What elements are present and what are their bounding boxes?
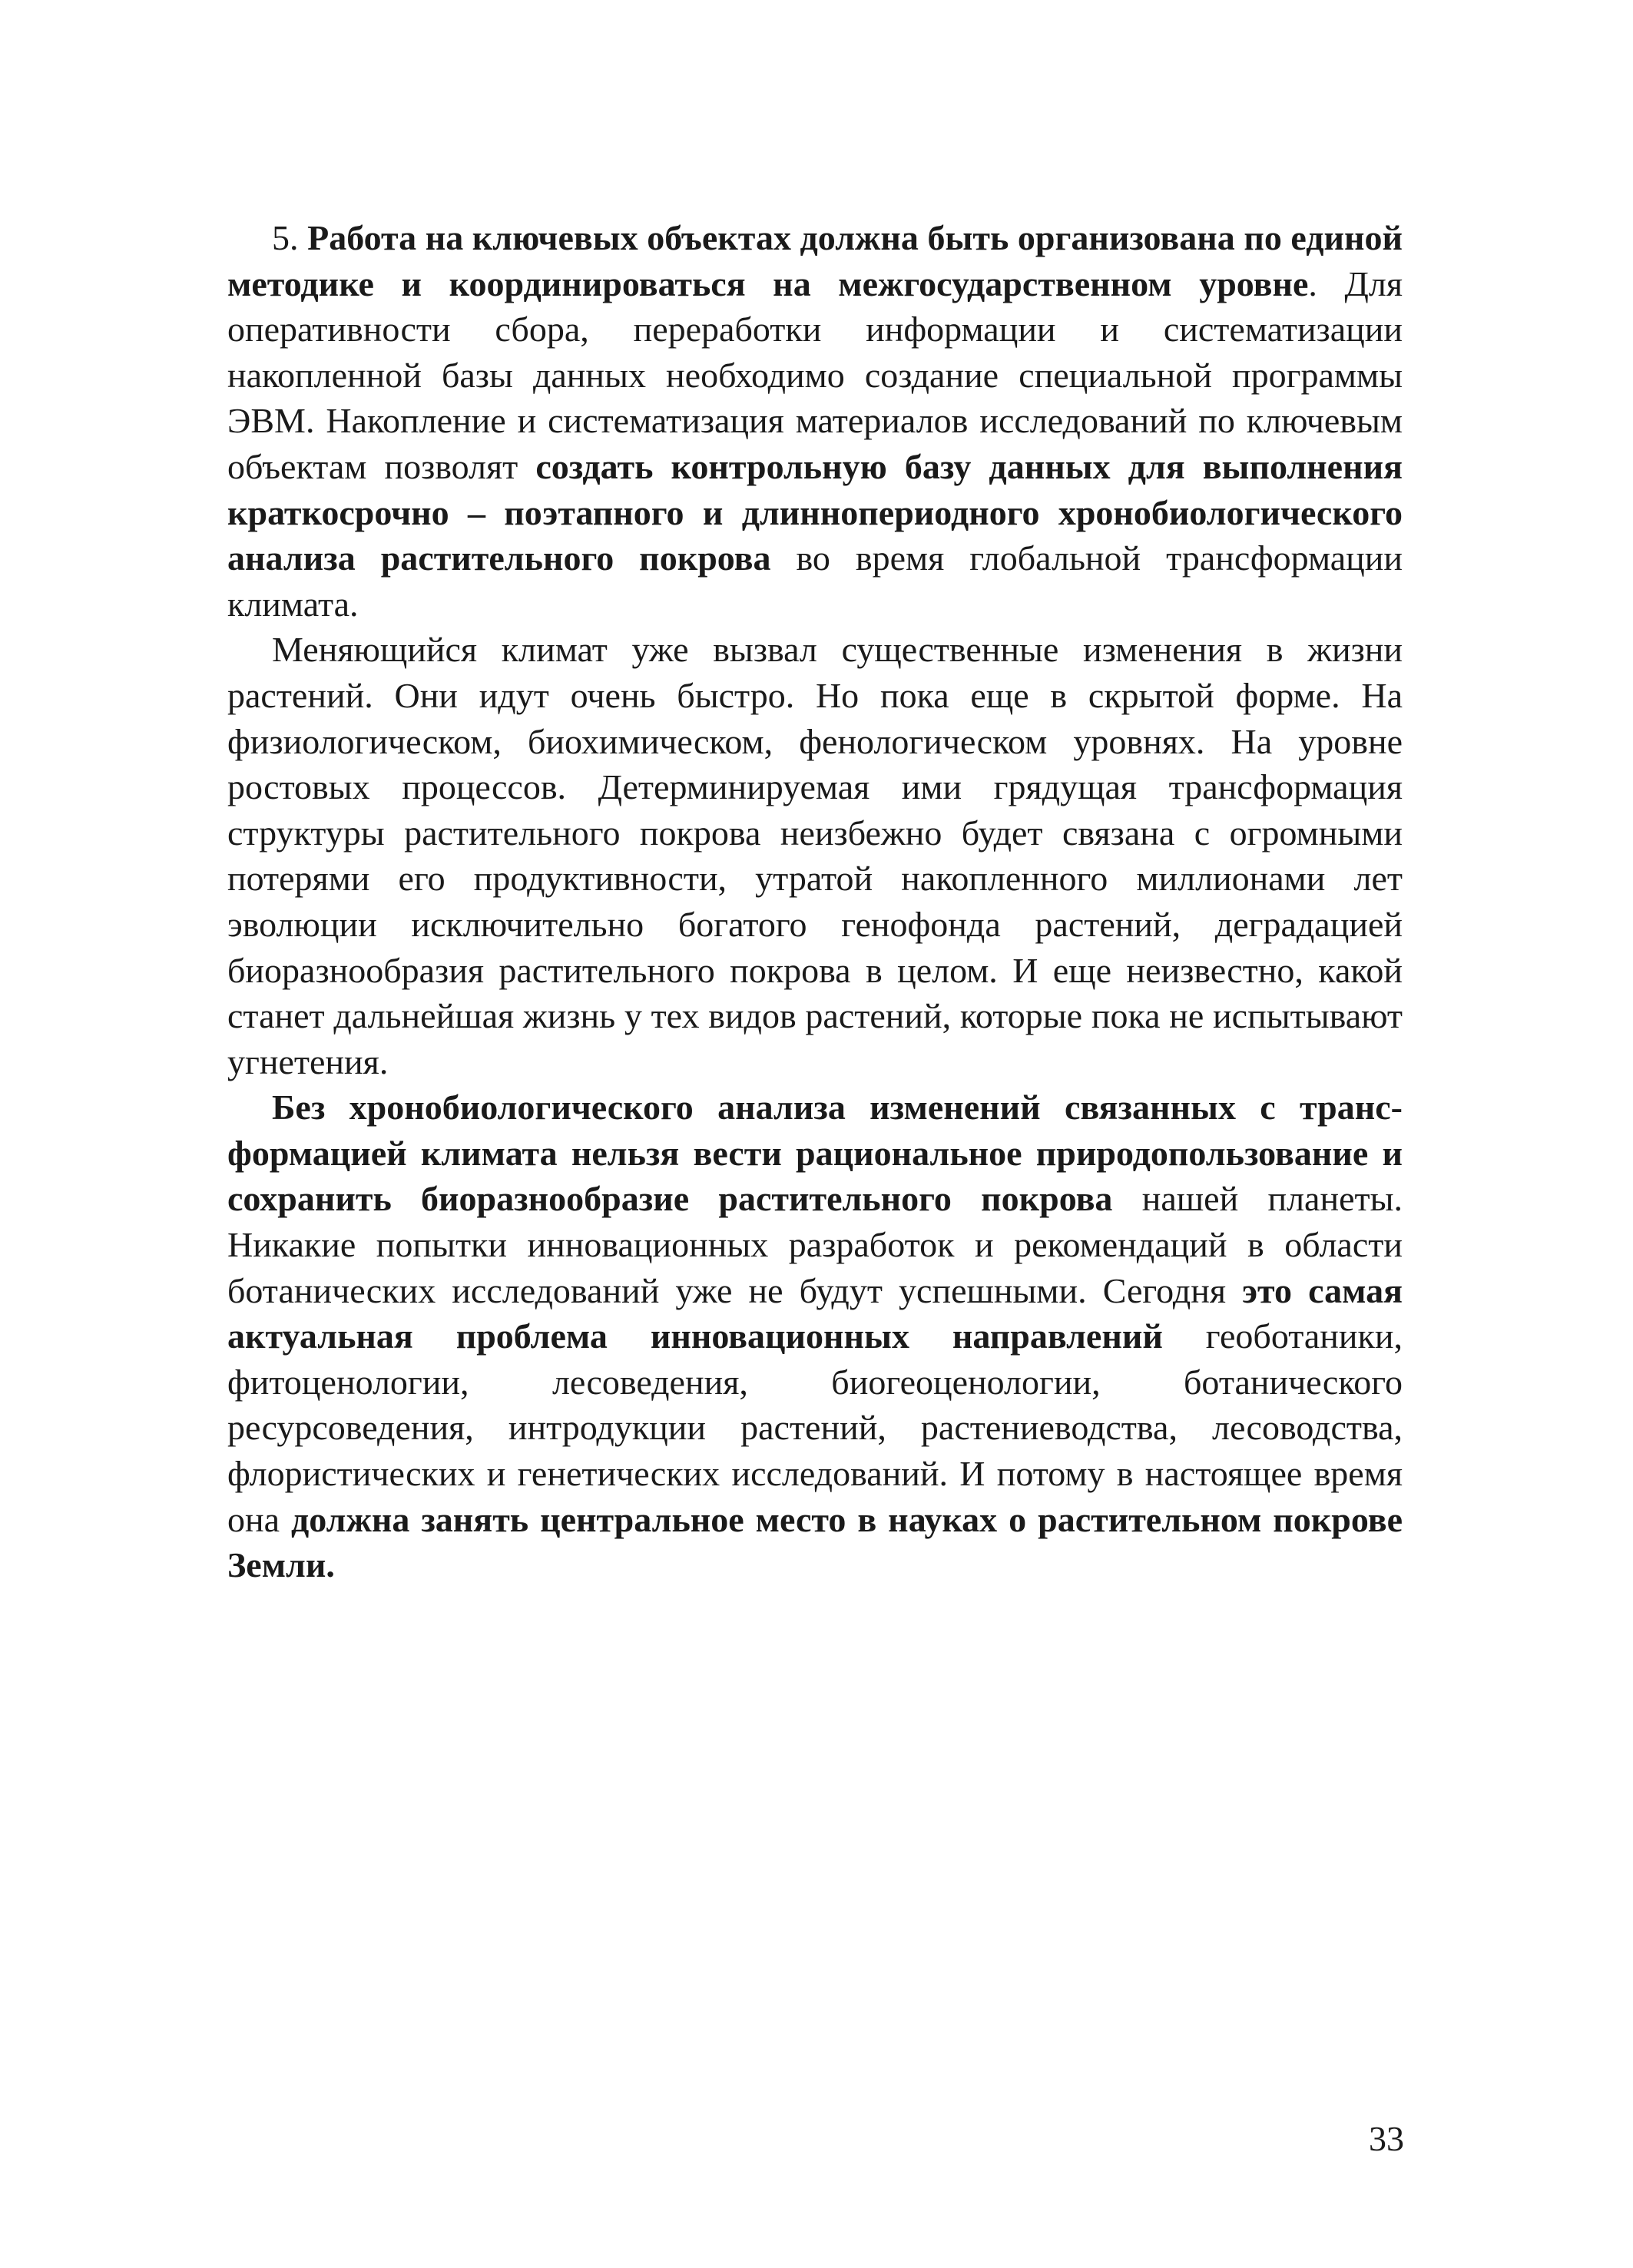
p1-seg-3-bold: создать контрольную базу данных для выполнения краткосрочно – поэтапного и длиннопериодного хронобиологического анализа растительного покрова — [227, 446, 1403, 578]
p1-seg-4: во время глобальной трансформации климата. — [227, 538, 1403, 624]
p2-seg-0: Меняющийся климат уже вызвал существенные изменения в жизни растений. Они идут очень быстро. Но пока еще в скрытой форме. На физиологическом, биохимическом, фенологическом уровнях. На уровне ростовых процессов. Детерминируемая ими грядущая трансформация структуры растительного покрова неизбежно будет связана с огромными потерями его продуктивности, утратой накопленного миллионами лет эволюции исключительно богатого генофонда растений, деградацией биоразнообразия растительного покрова в целом. И еще неизвестно, какой станет дальнейшая жизнь у тех видов растений, которые пока не испытывают угнетения. — [227, 630, 1403, 1081]
p1-seg-1-bold: Работа на ключевых объектах должна быть организована по единой методике и координироваться на межгосударственном уровне — [227, 218, 1403, 303]
body-text — [227, 215, 1403, 1588]
p1-seg-0: 5. — [272, 218, 308, 257]
p3-seg-3: геоботаники, фитоценологии, лесоведения, биогеоценологии, ботанического ресурсоведения, интродукции растений, растениеводства, лесоводства, флористических и генетических исследований. И потому в настоящее время она — [227, 1316, 1403, 1539]
paragraph-2 — [227, 627, 1403, 1084]
page-number: 33 — [1369, 2119, 1404, 2158]
p3-seg-2-bold: это самая актуальная проблема инновационных направлений — [227, 1270, 1403, 1356]
p1-seg-2: . Для оперативности сбора, переработки информации и систематизации накопленной базы данных необходимо создание специальной программы ЭВМ. Накопление и систематизация материалов исследований по ключевым объектам позволят — [227, 263, 1403, 486]
p3-seg-0-bold: Без хронобиологического анализа изменений связанных с трансформацией климата нельзя вести рациональное природопользование и сохранить биоразнообразие растительного покрова — [227, 1088, 1403, 1219]
paragraph-1 — [227, 215, 1403, 627]
paragraph-3 — [227, 1084, 1403, 1588]
p3-seg-4-bold: должна занять центральное место в науках о растительном покрове Земли. — [227, 1499, 1403, 1585]
p3-seg-1: нашей планеты. Никакие попытки инновационных разработок и рекомендаций в области ботанических исследований уже не будут успешными. Сегодня — [227, 1179, 1403, 1310]
